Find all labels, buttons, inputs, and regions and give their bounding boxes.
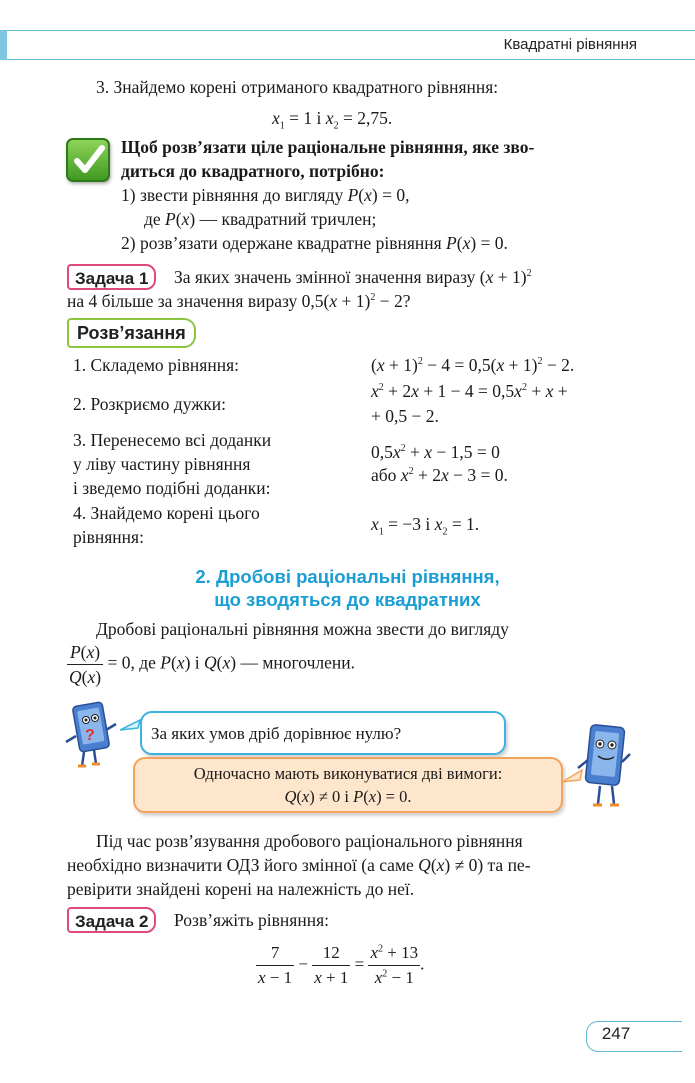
answer-and: і — [344, 787, 350, 806]
answer-bubble — [133, 757, 563, 813]
equation-4: $x_1 = -3$ і $x_2 = 1$. — [371, 514, 480, 538]
rule-line-2: диться до квадратного, потрібно: — [121, 161, 385, 181]
equation-3a: $0,5x^2 + x - 1,5 = 0$ — [371, 442, 500, 462]
task-2-equation: $\frac{7}{x - 1}$ − $\frac{12}{x + 1}$ = $\frac{x^2 + 13}{x^2 - 1}$ . — [256, 941, 424, 990]
solution-step-2: 2. Розкриємо дужки: — [73, 394, 227, 414]
para-2-line-2-post: ) та пе- — [477, 855, 531, 875]
solution-step-3a: 3. Перенесемо всі доданки — [73, 430, 272, 450]
fraction-12: $\frac{12}{x + 1}$ — [314, 943, 349, 987]
para-end: — многочлени. — [240, 652, 355, 673]
para-2-line-2-pre: необхідно визначити ОДЗ його змінної (а саме — [67, 855, 414, 875]
section-2-title-line-2: що зводяться до квадратних — [214, 589, 481, 610]
equation-3b-pre: або — [371, 465, 397, 485]
equation-3b: або $x^2 + 2x - 3 = 0$. — [371, 465, 508, 485]
rule-item-1: 1) звести рівняння до вигляду P(x) = 0, — [121, 185, 410, 205]
running-header-title: Квадратні рівняння — [503, 36, 637, 53]
rule-item-1b: де P(x) — квадратний тричлен; — [144, 209, 377, 229]
roots-line: $x_1 = 1$ і $x_2 = 2,75$. — [272, 108, 393, 132]
section-2-para-line-2: $\frac{P(x)}{Q(x)}$ = 0, де P(x) і Q(x) — многочлени. — [69, 642, 355, 687]
solution-step-4a: 4. Знайдемо корені цього — [73, 503, 260, 523]
rule-item-2-eq: = 0. — [480, 233, 508, 253]
rule-item-1-eq: = 0, — [382, 185, 410, 205]
equation-2a: $x^2 + 2x + 1 - 4 = 0,5x^2 + x$ + — [371, 381, 568, 401]
equation-1: $(x + 1)^2 - 4 = 0,5(x + 1)^2 - 2$. — [371, 355, 575, 375]
rule-line-1: Щоб розв’язати ціле раціональне рівняння, яке зво- — [121, 137, 535, 157]
para-mid: , де — [130, 652, 156, 673]
task-1-label: Задача 1 — [67, 264, 156, 290]
rule-item-1b-post: — квадратний тричлен; — [199, 209, 377, 229]
para-2-line-1: Під час розв’язування дробового раціонального рівняння — [96, 831, 523, 851]
task-2-text: Розв’яжіть рівняння: — [174, 910, 329, 930]
step-3-text: 3. Знайдемо корені отриманого квадратного рівняння: — [96, 77, 499, 97]
fraction-rhs: $\frac{x^2 + 13}{x^2 - 1}$ — [370, 943, 419, 987]
section-2-heading — [0, 565, 695, 611]
para-2-line-2: необхідно визначити ОДЗ його змінної (а саме Q(x) ≠ 0) та пе- — [67, 855, 531, 875]
solution-label: Розв’язання — [67, 318, 196, 348]
page-number: 247 — [601, 1024, 631, 1043]
task-1-line-2-pre: на 4 більше за значення виразу 0,5 — [67, 291, 324, 311]
task-1-line-1: За яких значень змінної значення виразу $(x + 1)^2$ — [174, 267, 532, 287]
header-accent — [0, 30, 7, 60]
solution-step-1: 1. Складемо рівняння: — [73, 355, 239, 375]
solution-step-4b: рівняння: — [73, 527, 144, 547]
thinking-character-icon — [62, 700, 144, 770]
task-1-line-1-text: За яких значень змінної значення виразу — [174, 267, 476, 287]
checkmark-icon — [66, 138, 110, 182]
task-2-label: Задача 2 — [67, 907, 156, 933]
para-and: і — [194, 652, 200, 673]
root-2: 2,75. — [357, 108, 393, 128]
question-bubble — [140, 711, 506, 755]
fraction-p-over-q: $\frac{P(x)}{Q(x)}$ — [69, 642, 102, 687]
para-2-line-3: ревірити знайдені корені на належність до неї. — [67, 879, 415, 899]
fraction-7: $\frac{7}{x - 1}$ — [258, 943, 293, 987]
rule-item-1-text: 1) звести рівняння до вигляду — [121, 185, 344, 205]
equation-4-and: і — [425, 514, 431, 534]
answer-line-1: Одночасно мають виконуватися дві вимоги: — [193, 764, 503, 783]
section-2-para-line-1: Дробові раціональні рівняння можна звести до вигляду — [96, 619, 509, 639]
question-text: За яких умов дріб дорівнює нулю? — [151, 724, 402, 743]
rule-item-1b-pre: де — [144, 209, 161, 229]
task-1-line-2-post: − 2? — [379, 291, 411, 311]
svg-text:?: ? — [85, 727, 95, 744]
solution-step-3c: і зведемо подібні доданки: — [73, 478, 271, 498]
equation-2b: + 0,5 − 2. — [371, 406, 439, 426]
answering-character-icon — [560, 722, 640, 820]
answer-line-2: Q(x) ≠ 0 і P(x) = 0. — [284, 787, 412, 806]
task-1-line-2: на 4 більше за значення виразу $0,5(x + 1)^2 - 2$? — [67, 291, 411, 311]
rule-item-2-text: 2) розв’язати одержане квадратне рівняння — [121, 233, 442, 253]
rule-item-2: 2) розв’язати одержане квадратне рівняння P(x) = 0. — [121, 233, 508, 253]
solution-step-3b: у ліву частину рівняння — [73, 454, 251, 474]
root-1: 1 — [303, 108, 313, 128]
roots-and: і — [316, 108, 322, 128]
section-2-title-line-1: 2. Дробові раціональні рівняння, — [195, 566, 500, 587]
